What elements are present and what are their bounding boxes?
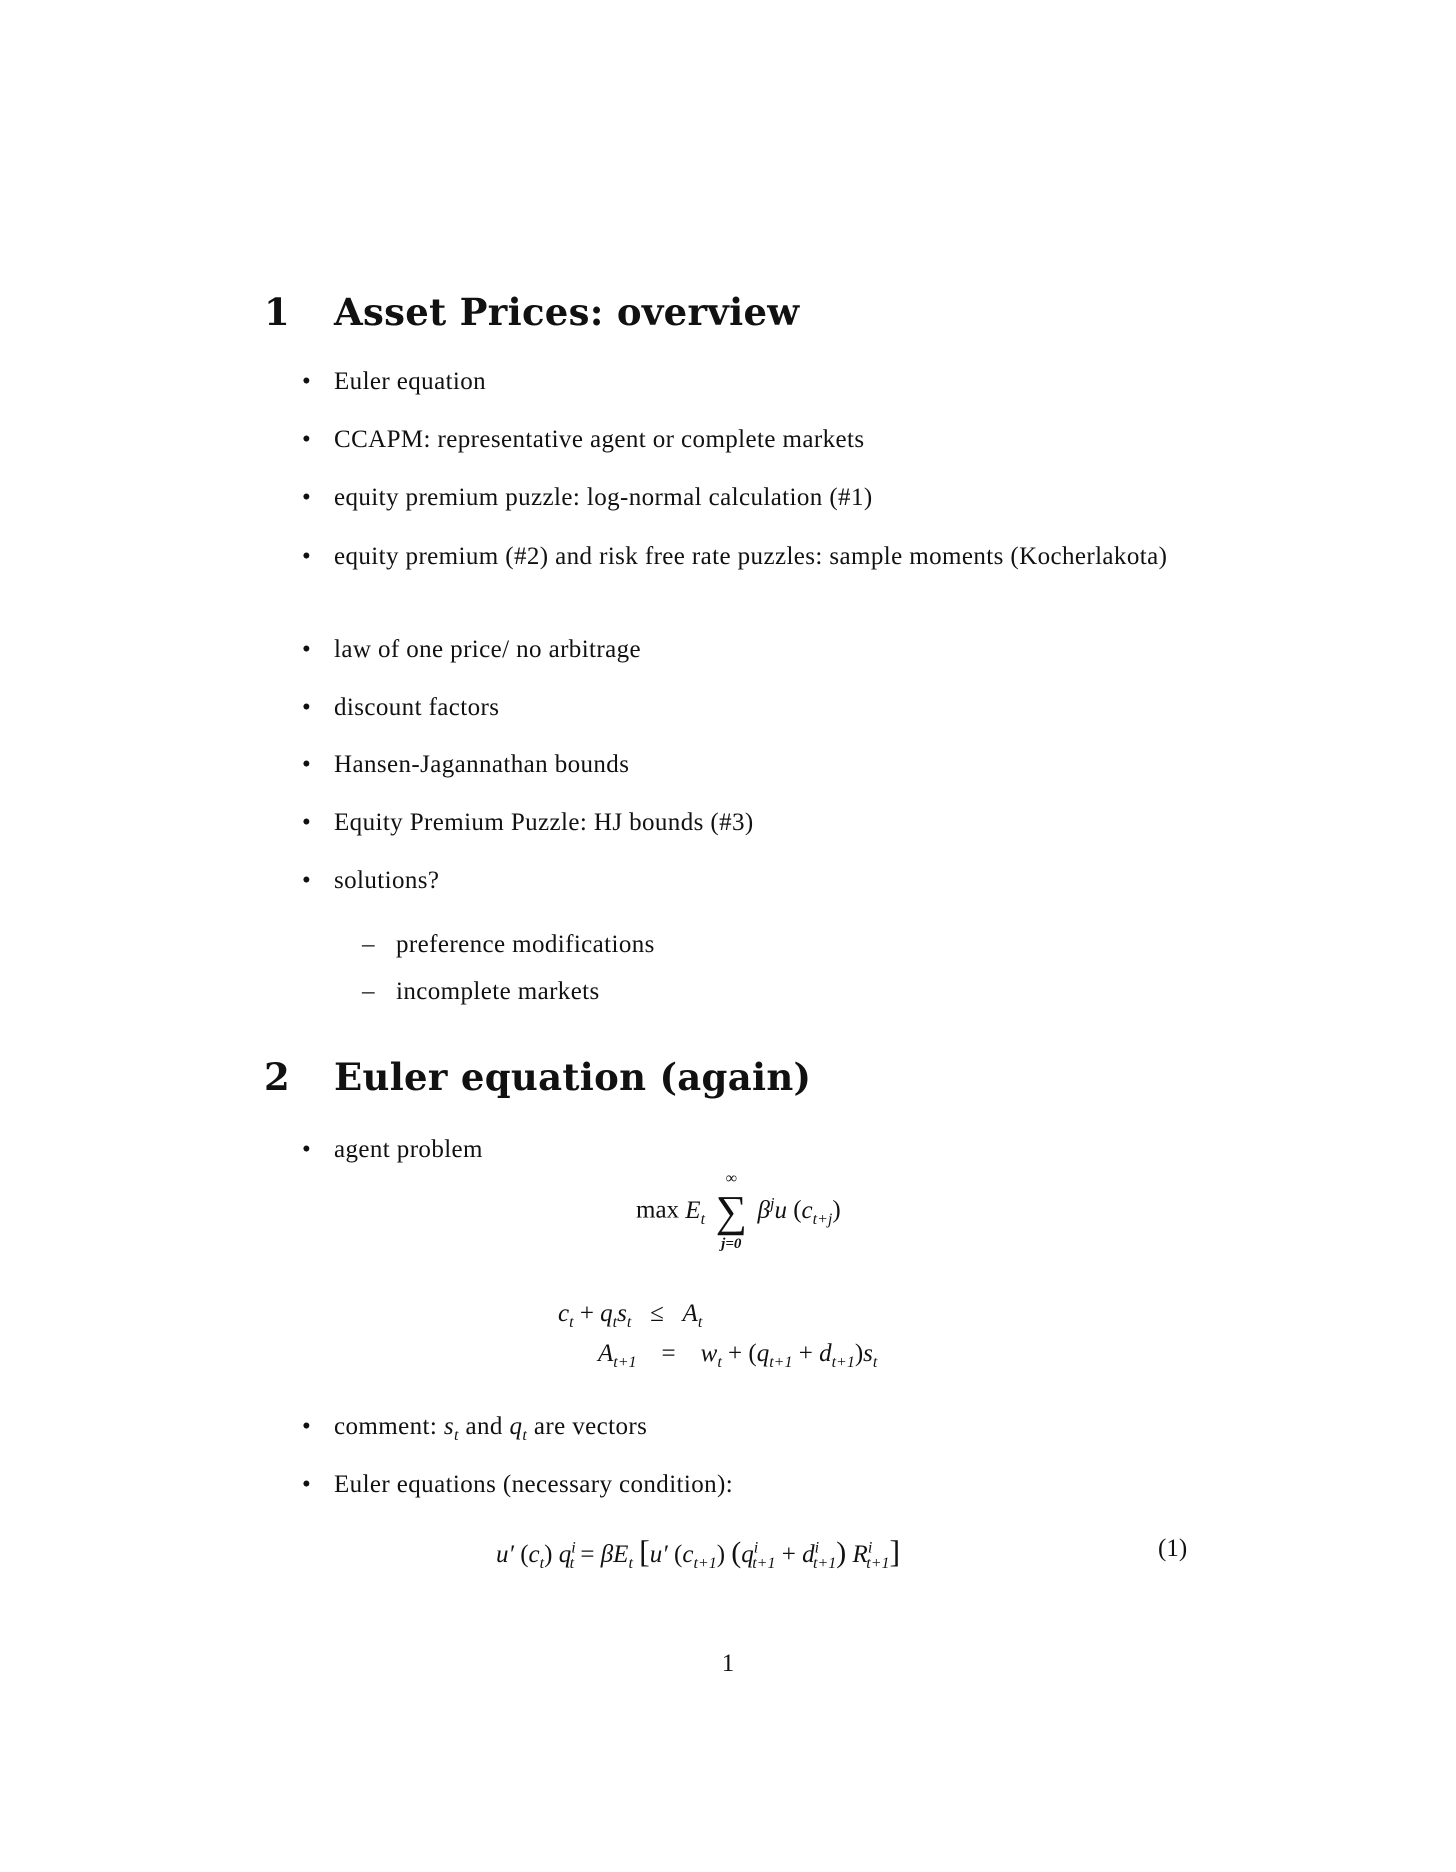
bullet-text: Hansen-Jagannathan bounds	[334, 751, 630, 778]
list-item	[302, 806, 1192, 840]
section-1-title: Asset Prices: overview	[334, 290, 800, 334]
summation-icon: ∑	[715, 1187, 747, 1236]
list-item	[302, 365, 1192, 399]
sum-upper-limit: ∞	[725, 1170, 737, 1187]
bullet-text: Equity Premium Puzzle: HJ bounds (#3)	[334, 809, 754, 836]
list-item	[302, 423, 1192, 457]
asset-evolution-equation: $A_{t+1}$ = $w_t + (q_{t+1} + d_{t+1})s_t$	[598, 1340, 878, 1371]
dash-icon: –	[362, 978, 375, 1005]
list-item	[302, 540, 1192, 574]
bullet-text: Euler equations (necessary condition):	[334, 1471, 734, 1498]
bullet-icon: •	[302, 543, 312, 570]
bullet-icon: •	[302, 694, 312, 721]
bullet-icon: •	[302, 809, 312, 836]
list-item	[302, 1468, 1192, 1502]
bullet-icon: •	[302, 636, 312, 663]
list-item	[302, 864, 1192, 898]
section-1-number: 1	[264, 290, 291, 334]
list-item	[302, 633, 1192, 667]
bullet-text: Euler equation	[334, 368, 487, 395]
bullet-icon: •	[302, 1413, 312, 1440]
sub-list-item	[362, 975, 600, 1009]
sum-lower-limit: j=0	[721, 1236, 742, 1252]
bullet-icon: •	[302, 484, 312, 511]
bullet-icon: •	[302, 867, 312, 894]
page-number: 1	[721, 1650, 735, 1677]
equals-symbol: =	[661, 1340, 676, 1367]
dash-icon: –	[362, 931, 375, 958]
leq-symbol: ≤	[650, 1300, 664, 1327]
list-item	[302, 748, 1192, 782]
bullet-text: comment: $s_t$ and $q_t$ are vectors	[334, 1413, 648, 1444]
bullet-icon: •	[302, 1136, 312, 1163]
bullet-icon: •	[302, 1471, 312, 1498]
bullet-text: solutions?	[334, 867, 440, 894]
section-2-number: 2	[264, 1055, 291, 1099]
section-1-heading	[264, 290, 799, 334]
bullet-text: CCAPM: representative agent or complete markets	[334, 426, 865, 453]
bullet-icon: •	[302, 751, 312, 778]
euler-equation: u′ $(c_t) q^i_t = \beta E_t$ [u′ $(c_{t+1}) (q^i_{t+1} + d^i_{t+1})$ $R^i_{t+1}$]	[496, 1533, 901, 1572]
objective-equation: $\max E_t$ ∞ ∑ j=0 $\beta^ju$ $(c_{t+j})$	[636, 1170, 841, 1252]
bullet-icon: •	[302, 426, 312, 453]
bullet-text: equity premium (#2) and risk free rate puzzles: sample moments (Kocherlakota)	[334, 543, 1168, 570]
list-item	[302, 691, 1192, 725]
sub-list-item	[362, 928, 655, 962]
bullet-text: equity premium puzzle: log-normal calculation (#1)	[334, 484, 873, 511]
list-item	[302, 1133, 1192, 1167]
sub-bullet-text: preference modifications	[396, 931, 655, 958]
section-2-heading	[264, 1055, 811, 1099]
list-item	[302, 1410, 1192, 1453]
equation-number: (1)	[1158, 1535, 1188, 1562]
bullet-text: agent problem	[334, 1136, 483, 1163]
bullet-text: law of one price/ no arbitrage	[334, 636, 642, 663]
sub-bullet-text: incomplete markets	[396, 978, 600, 1005]
list-item	[302, 481, 1192, 515]
bullet-text: discount factors	[334, 694, 500, 721]
bullet-icon: •	[302, 368, 312, 395]
max-operator: max	[636, 1196, 680, 1224]
budget-constraint: $c_t + q_ts_t$ ≤ $A_t$	[558, 1300, 703, 1331]
section-2-title: Euler equation (again)	[334, 1055, 812, 1099]
